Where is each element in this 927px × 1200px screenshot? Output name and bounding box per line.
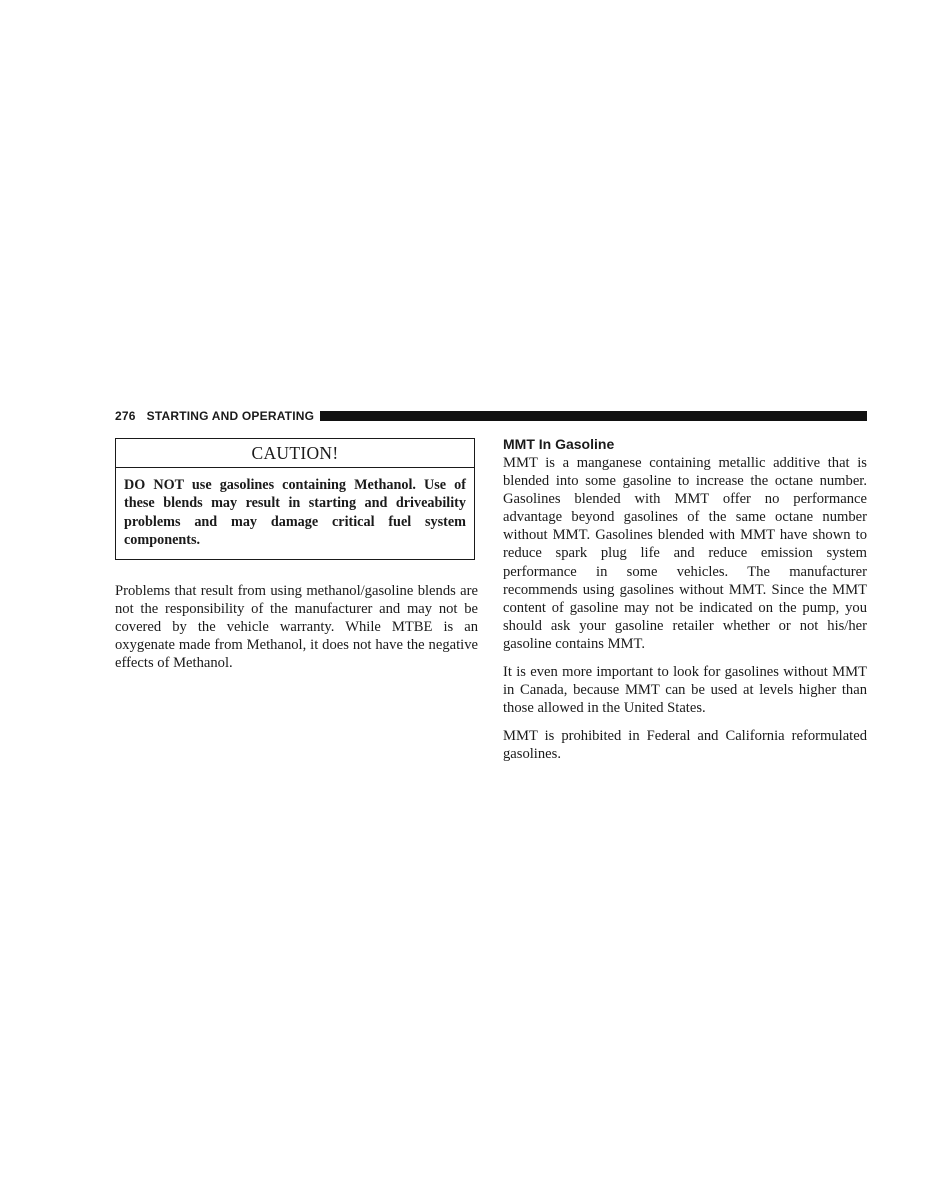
mmt-paragraph-2: It is even more important to look for gasolines without MMT in Canada, because MMT can be used at levels higher than those allowed in the United States. xyxy=(503,664,867,717)
page-header xyxy=(115,408,867,424)
header-rule xyxy=(320,411,867,421)
methanol-paragraph: Problems that result from using methanol/gasoline blends are not the responsibility of the manufacturer and may not be covered by the vehicle warranty. While MTBE is an oxygenate made from Methanol, it does not have the negative effects of Methanol. xyxy=(115,582,478,671)
caution-title: CAUTION! xyxy=(116,439,474,468)
left-column xyxy=(115,438,478,672)
mmt-paragraph-3: MMT is prohibited in Federal and California reformulated gasolines. xyxy=(503,728,867,763)
mmt-heading: MMT In Gasoline xyxy=(503,436,615,452)
section-title: STARTING AND OPERATING xyxy=(146,409,315,423)
mmt-paragraph-1: MMT is a manganese containing metallic additive that is blended into some gasoline to increase the octane number. Gasolines blended with MMT offer no performance advantage beyond gasolines of the same octane number without MMT. Gasolines blended with MMT have shown to reduce spark plug life and reduce emission system performance in some vehicles. The manufacturer recommends using gasolines without MMT. Since the MMT content of gasoline may not be indicated on the pump, you should ask your gasoline retailer whether or not his/her gasoline contains MMT. xyxy=(503,455,867,652)
caution-text: DO NOT use gasolines containing Methanol. Use of these blends may result in starting and driveability problems and may damage critical fuel system components. xyxy=(124,477,466,549)
page-number: 276 xyxy=(115,409,136,423)
right-column xyxy=(503,436,867,764)
caution-box xyxy=(115,438,475,560)
